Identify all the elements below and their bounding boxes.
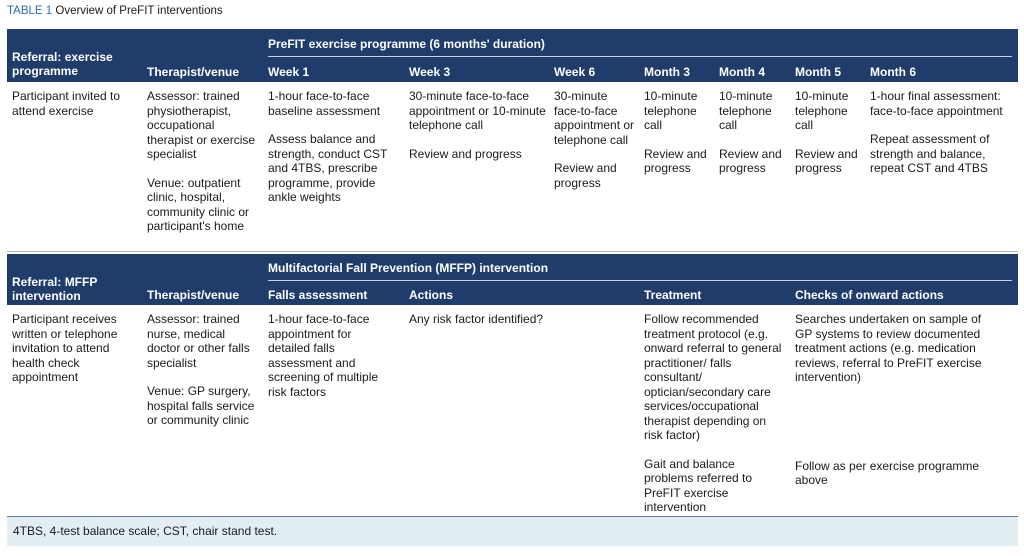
cell-month5: 10-minute telephone call Review and progress <box>795 89 858 175</box>
table-footnote <box>7 516 1018 546</box>
cell-mffp-therapist: Assessor: trained nurse, medical doctor or other falls specialist Venue: GP surgery, hospital falls service or community clinic <box>147 312 255 427</box>
cell-mffp-referral: Participant receives written or telephone invitation to attend health check appointment <box>12 312 118 384</box>
header-month4: Month 4 <box>719 65 765 79</box>
header-rule <box>268 280 1012 281</box>
header-mffp-group: Multifactorial Fall Prevention (MFFP) intervention <box>268 261 549 275</box>
header-month6: Month 6 <box>870 65 916 79</box>
header-treatment: Treatment <box>644 288 702 302</box>
cell-exercise-therapist: Assessor: trained physiotherapist, occupational therapist or exercise specialist Venue: outpatient clinic, hospital, community clinic or participant's home <box>147 89 256 233</box>
header-month5: Month 5 <box>795 65 841 79</box>
header-rule <box>268 56 1012 57</box>
header-falls-assessment: Falls assessment <box>268 288 368 302</box>
header-exercise-group: PreFIT exercise programme (6 months' duration) <box>268 37 545 51</box>
mffp-header <box>7 254 1018 305</box>
header-week6: Week 6 <box>554 65 596 79</box>
cell-month6: 1-hour final assessment: face-to-face appointment Repeat assessment of strength and balance, repeat CST and 4TBS <box>870 89 1003 175</box>
table-caption <box>7 5 223 17</box>
exercise-header <box>7 29 1018 82</box>
header-referral-mffp: Referral: MFFP intervention <box>12 275 98 303</box>
footnote-text: 4TBS, 4-test balance scale; CST, chair stand test. <box>13 524 278 538</box>
section-divider <box>7 251 1018 252</box>
header-week1: Week 1 <box>268 65 310 79</box>
cell-falls-assessment: 1-hour face-to-face appointment for detailed falls assessment and screening of multiple risk factors <box>268 312 379 399</box>
cell-week6: 30-minute face-to-face appointment or telephone call Review and progress <box>554 89 635 190</box>
cell-exercise-referral: Participant invited to attend exercise <box>12 89 121 118</box>
cell-week3: 30-minute face-to-face appointment or 10-minute telephone call Review and progress <box>409 89 546 161</box>
header-therapist: Therapist/venue <box>147 65 240 79</box>
table-label: TABLE 1 <box>7 5 53 17</box>
cell-treatment: Follow recommended treatment protocol (e.g. onward referral to general practitioner/ falls consultant/ optician/secondary care services/occupational therapist depending on risk factor) Gait and balance problems referred to PreFIT exercise intervention <box>644 312 782 514</box>
cell-month3: 10-minute telephone call Review and progress <box>644 89 707 175</box>
header-month3: Month 3 <box>644 65 690 79</box>
cell-month4: 10-minute telephone call Review and progress <box>719 89 782 175</box>
cell-actions: Any risk factor identified? <box>409 312 544 326</box>
header-checks: Checks of onward actions <box>795 288 944 302</box>
header-week3: Week 3 <box>409 65 451 79</box>
header-actions: Actions <box>409 288 454 302</box>
header-therapist: Therapist/venue <box>147 288 240 302</box>
header-referral-exercise: Referral: exercise programme <box>12 50 113 78</box>
table-title: Overview of PreFIT interventions <box>55 5 223 17</box>
cell-week1: 1-hour face-to-face baseline assessment Assess balance and strength, conduct CST and 4TBS, prescribe programme, provide ankle weights <box>268 89 388 204</box>
cell-checks: Searches undertaken on sample of GP systems to review documented treatment actions (e.g. medication reviews, referral to PreFIT exercise intervention) Follow as per exercise programme above <box>795 312 982 487</box>
